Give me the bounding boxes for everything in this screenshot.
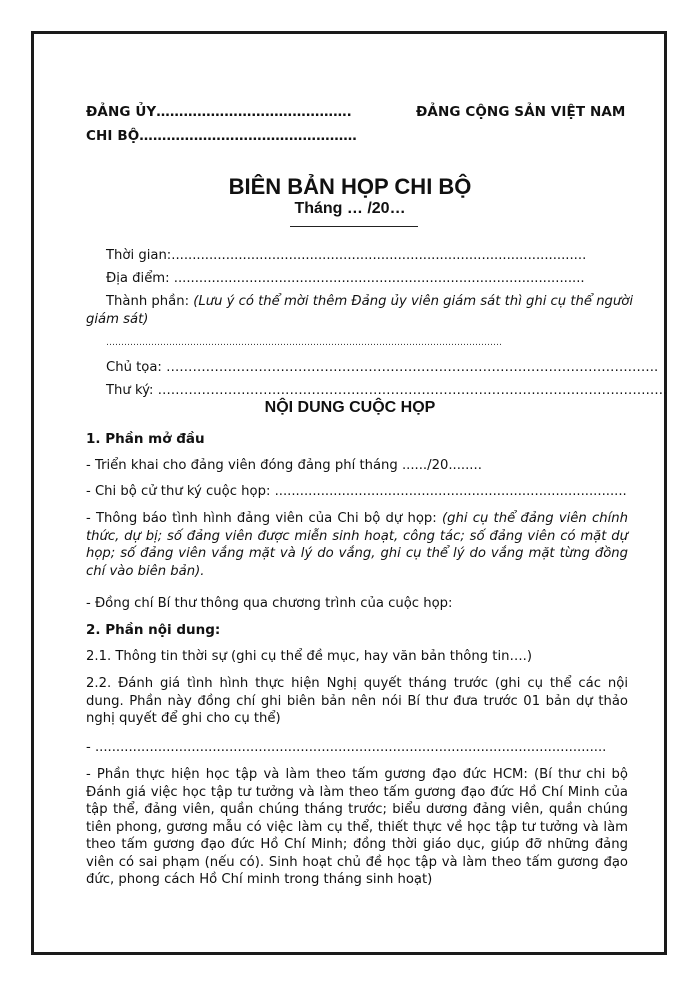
attendance-note: (ghi cụ thể đảng viên chính thức, dự bị; số đảng viên được miễn sinh hoạt, công tác; số đảng viên có mặt dự họp; số đảng viên vắng mặt và lý do vắng, ghi cụ thể lý do vắng mặt từng đồng chí vào biên bản). xyxy=(86,511,628,579)
party-cell-line: CHI BỘ………………………………………… xyxy=(86,128,357,144)
document-title: BIÊN BẢN HỌP CHI BỘ xyxy=(228,174,472,199)
members-label: Thành phần: xyxy=(106,294,194,309)
part1-item-agenda: - Đồng chí Bí thư thông qua chương trình của cuộc họp: xyxy=(86,596,453,611)
part2-heading: 2. Phần nội dung: xyxy=(86,622,221,638)
part2-item-hcm-study: - Phần thực hiện học tập và làm theo tấm gương đạo đức HCM: (Bí thư chi bộ Đánh giá việc học tập tư tưởng và làm theo tấm gương đạo đức Hồ Chí Minh của tập thể, đảng viên, quần chúng tháng trước; biểu dương đảng viên, quần chúng tiên phong, gương mẫu có việc làm cụ thể, thiết thực về học tập tư tưởng và làm theo tấm gương đạo đức Hồ Chí Minh; đồng thời giáo dục, giúp đỡ những đảng viên có sai phạm (nếu có). Sinh hoạt chủ đề học tập và làm theo tấm gương đạo đức, phong cách Hồ Chí minh trong tháng sinh hoạt) xyxy=(86,767,628,887)
meeting-time: Thời gian:................................................................................................... xyxy=(106,248,587,263)
attendance-text: - Thông báo tình hình đảng viên của Chi bộ dự họp: xyxy=(86,511,442,526)
meeting-place: Địa điểm: .................................................................................................. xyxy=(106,271,585,286)
part2-item-blank: - .......................................................................................................................... xyxy=(86,740,607,755)
part1-heading: 1. Phần mở đầu xyxy=(86,431,205,447)
part1-item-attendance xyxy=(86,510,628,580)
meeting-members xyxy=(106,294,633,309)
document-subtitle: Tháng … /20… xyxy=(294,200,406,217)
meeting-secretary: Thư ký: …………………………………………………………………………………………………….. xyxy=(106,383,668,398)
members-note: (Lưu ý có thể mời thêm Đảng ủy viên giám sát thì ghi cụ thể người xyxy=(193,294,634,309)
title-underline xyxy=(290,226,418,227)
part1-item-fee: - Triển khai cho đảng viên đóng đảng phí tháng ....../20........ xyxy=(86,458,482,473)
content-title: NỘI DUNG CUỘC HỌP xyxy=(264,399,436,416)
meeting-chair: Chủ tọa: …………………………………………………………………………………………………. xyxy=(106,360,659,375)
part1-item-secretary: - Chi bộ cử thư ký cuộc họp: .................................................................................... xyxy=(86,484,627,499)
part2-item-review: 2.2. Đánh giá tình hình thực hiện Nghị quyết tháng trước (ghi cụ thể các nội dung. Phần này đồng chí ghi biên bản nên nói Bí thư đưa trước 01 bản dự thảo nghị quyết để ghi cho cụ thể) xyxy=(86,676,628,726)
members-dots: …………………………………………………………………………………………………………………… xyxy=(106,338,502,348)
part2-item-news: 2.1. Thông tin thời sự (ghi cụ thể đề mục, hay văn bản thông tin….) xyxy=(86,649,533,664)
party-committee-line: ĐẢNG ỦY……………………………………. xyxy=(86,104,352,120)
members-note-cont: giám sát) xyxy=(86,312,149,327)
party-name: ĐẢNG CỘNG SẢN VIỆT NAM xyxy=(416,104,626,120)
